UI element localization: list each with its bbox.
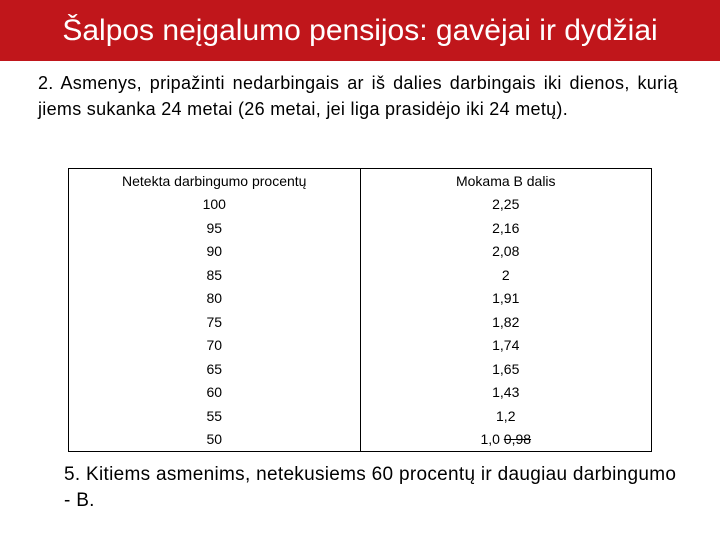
pension-table (68, 168, 652, 452)
table-row (69, 216, 652, 240)
header-paid-b-share: Mokama B dalis (360, 169, 652, 193)
slide-title: Šalpos neįgalumo pensijos: gavėjai ir dydžiai (0, 0, 720, 61)
percent-cell: 65 (69, 357, 361, 381)
percent-cell: 100 (69, 193, 361, 217)
table-row (69, 381, 652, 405)
percent-cell: 75 (69, 310, 361, 334)
b-share-cell (360, 428, 652, 452)
table-row (69, 263, 652, 287)
b-share-cell: 2,25 (360, 193, 652, 217)
paragraph-item-5: 5. Kitiems asmenims, netekusiems 60 procentų ir daugiau darbingumo - B. (64, 464, 677, 511)
table-row (69, 310, 652, 334)
b-share-cell: 2,08 (360, 240, 652, 264)
percent-cell: 60 (69, 381, 361, 405)
b-share-cell: 1,82 (360, 310, 652, 334)
b-share-cell: 1,91 (360, 287, 652, 311)
table-row (69, 240, 652, 264)
struck-old-value: 0,98 (503, 431, 532, 448)
percent-cell: 55 (69, 404, 361, 428)
percent-cell: 50 (69, 428, 361, 452)
table-body (69, 193, 652, 452)
header-lost-capacity: Netekta darbingumo procentų (69, 169, 361, 193)
percent-cell: 95 (69, 216, 361, 240)
percent-cell: 80 (69, 287, 361, 311)
b-share-value: 1,0 (480, 431, 500, 448)
b-share-cell: 1,43 (360, 381, 652, 405)
percent-cell: 90 (69, 240, 361, 264)
table-row (69, 334, 652, 358)
table-row (69, 428, 652, 452)
table-row (69, 287, 652, 311)
b-share-cell: 2,16 (360, 216, 652, 240)
table-row (69, 193, 652, 217)
b-share-cell: 1,2 (360, 404, 652, 428)
b-share-cell: 1,74 (360, 334, 652, 358)
b-share-cell: 2 (360, 263, 652, 287)
table-row (69, 404, 652, 428)
table-header-row (69, 169, 652, 193)
b-share-cell: 1,65 (360, 357, 652, 381)
paragraph-item-2: 2. Asmenys, pripažinti nedarbingais ar iš dalies darbingais iki dienos, kurią jiems sukanka 24 metai (26 metai, jei liga prasidėjo iki 24 metų). (38, 73, 678, 119)
percent-cell: 85 (69, 263, 361, 287)
percent-cell: 70 (69, 334, 361, 358)
table-row (69, 357, 652, 381)
